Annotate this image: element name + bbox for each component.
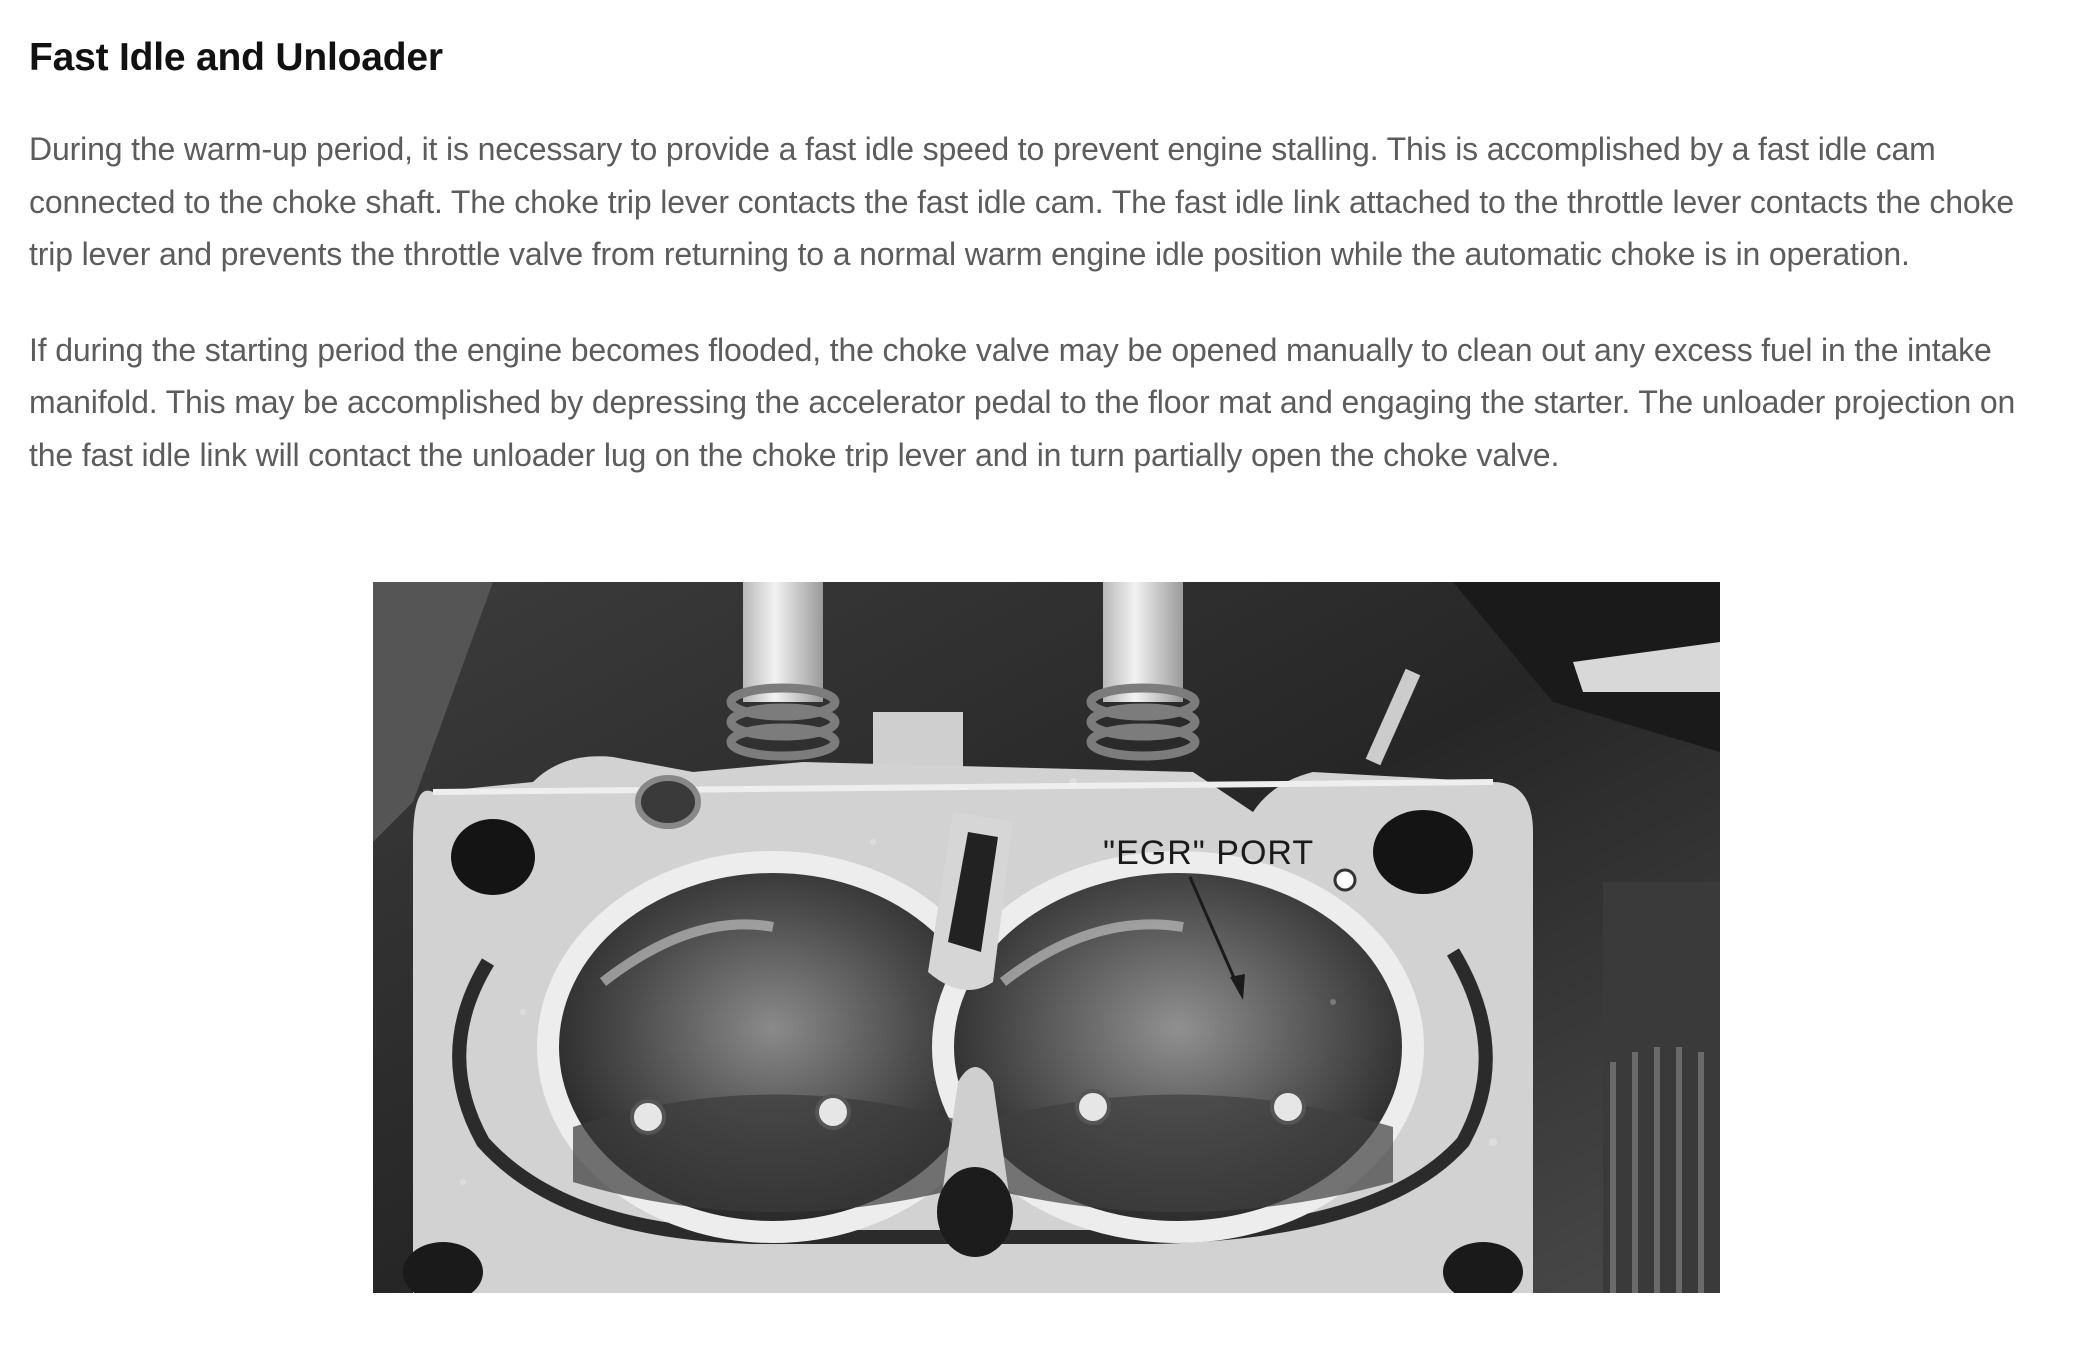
article	[29, 0, 2059, 481]
paragraph-unloader: If during the starting period the engine becomes flooded, the choke valve may be opened manually to clean out any excess fuel in the intake manifold. This may be accomplished by depressing the accelerator pedal to the floor mat and engaging the starter. The unloader projection on the fast idle link will contact the unloader lug on the choke trip lever and in turn partially open the choke valve.	[29, 331, 2016, 473]
article-title: Fast Idle and Unloader	[29, 36, 443, 79]
carburetor-base-photo	[373, 582, 1720, 1293]
paragraph-fast-idle: During the warm-up period, it is necessary to provide a fast idle speed to prevent engine stalling. This is accomplished by a fast idle cam connected to the choke shaft. The choke trip lever contacts the fast idle cam. The fast idle link attached to the throttle lever contacts the choke trip lever and prevents the throttle valve from returning to a normal warm engine idle position while the automatic choke is in operation.	[29, 131, 2015, 272]
egr-port-label: "EGR" PORT	[1103, 834, 1315, 872]
